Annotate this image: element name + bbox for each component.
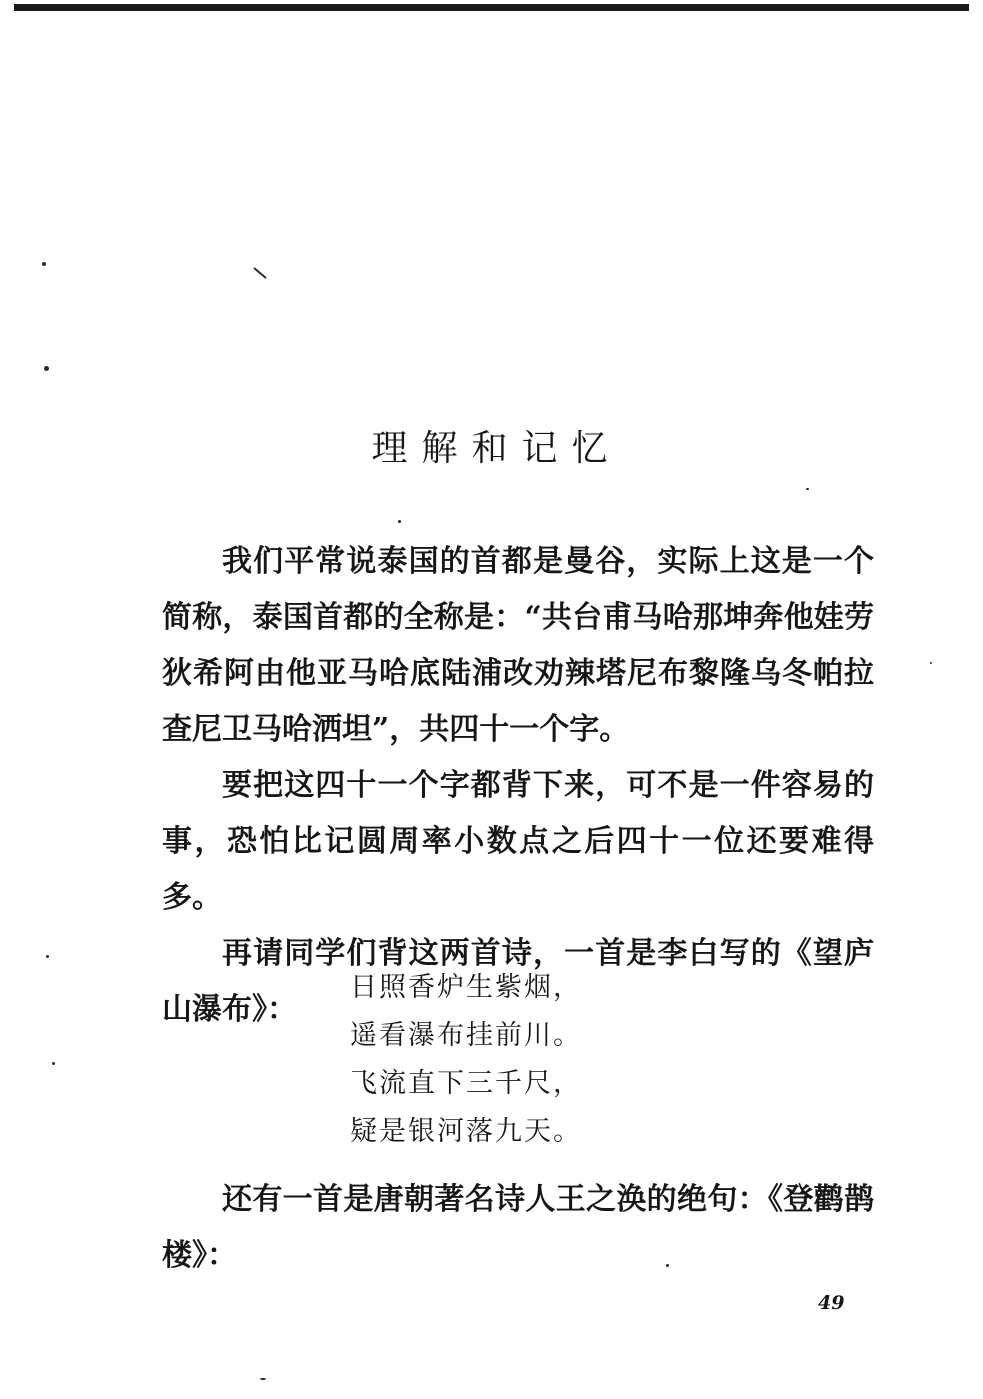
poem-line: 遥看瀑布挂前川。 xyxy=(350,1020,582,1051)
poem-line: 疑是银河落九天。 xyxy=(350,1116,582,1147)
body-text-bottom xyxy=(162,1172,874,1284)
scan-speck xyxy=(253,267,267,279)
scan-speck xyxy=(260,1378,266,1380)
top-rule xyxy=(14,4,969,11)
scan-speck xyxy=(930,662,932,664)
scan-speck xyxy=(46,955,49,958)
body-text-top xyxy=(162,534,874,1038)
poem-line: 日照香炉生紫烟， xyxy=(350,972,582,1003)
paragraph: 还有一首是唐朝著名诗人王之涣的绝句：《登鹳鹊楼》： xyxy=(162,1182,874,1273)
scan-speck xyxy=(44,366,49,371)
page-number: 49 xyxy=(818,1292,845,1314)
paragraph: 要把这四十一个字都背下来，可不是一件容易的事，恐怕比记圆周率小数点之后四十一位还要难得多。 xyxy=(162,768,874,915)
scan-speck xyxy=(398,520,401,523)
paragraph: 再请同学们背这两首诗，一首是李白写的《望庐山瀑布》： xyxy=(162,936,874,1027)
scan-speck xyxy=(52,1062,55,1065)
scan-speck xyxy=(42,262,46,266)
scan-speck xyxy=(806,488,809,490)
poem xyxy=(350,964,750,1156)
page-title: 理解和记忆 xyxy=(371,428,622,470)
paragraph: 我们平常说泰国的首都是曼谷，实际上这是一个简称，泰国首都的全称是：“共台甫马哈那坤奔他娃劳狄希阿由他亚马哈底陆浦改劝辣塔尼布黎隆乌冬帕拉查尼卫马哈洒坦”，共四十一个字。 xyxy=(162,544,874,747)
poem-line: 飞流直下三千尺， xyxy=(350,1068,582,1099)
